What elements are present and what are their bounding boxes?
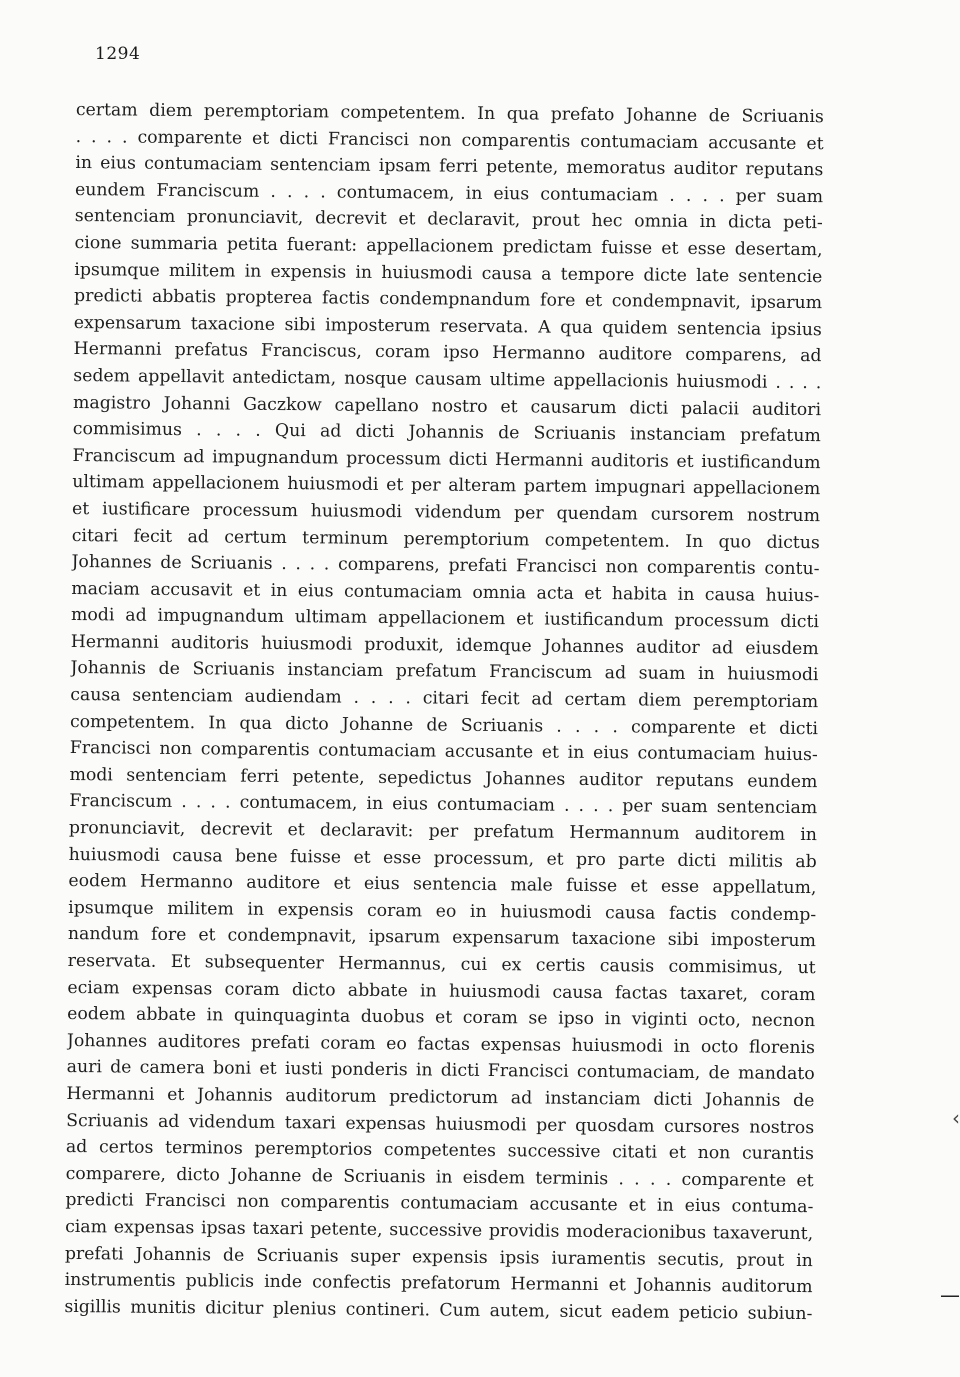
text-line: sedem appellavit antedictam, nosque causam ultime appellacionis huiusmodi . . . . (73, 365, 822, 394)
text-line: Hermanni auditoris huiusmodi produxit, idemque Johannes auditor ad eiusdem (70, 631, 819, 660)
text-line: magistro Johanni Gaczkow capellano nostro et causarum dicti palacii auditori (72, 392, 822, 420)
text-line: pronunciavit, decrevit et declaravit: per prefatum Hermannum auditorem in (68, 817, 818, 846)
text-line: huiusmodi causa bene fuisse et esse processum, et pro parte dicti militis ab (68, 844, 817, 872)
text-line: ipsumque militem in expensis in huiusmodi causa a tempore dicte late sentencie (74, 259, 823, 287)
text-line: in eius contumaciam sentenciam ipsam ferri petente, memoratus auditor reputans (75, 153, 824, 181)
text-line: ipsumque militem in expensis coram eo in huiusmodi causa factis condemp- (68, 897, 817, 925)
text-line: commisimus . . . . Qui ad dicti Johannis de Scriuanis instanciam prefatum (72, 419, 821, 447)
text-line: expensarum taxacione sibi imposterum reservata. A qua quidem sentencia ipsius (73, 312, 822, 340)
text-line: eundem Franciscum . . . . contumacem, in eius contumaciam . . . . per suam (75, 179, 824, 207)
text-line: et iustificare processum huiusmodi videndum per quendam cursorem nostrum (71, 498, 821, 527)
text-line: reservata. Et subsequenter Hermannus, cui ex certis causis commisimus, ut (67, 950, 816, 979)
text-line: comparere, dicto Johanne de Scriuanis in eisdem terminis . . . . comparente et (65, 1163, 814, 1191)
text-line: sentenciam pronunciavit, decrevit et declaravit, prout hec omnia in dicta peti- (74, 206, 823, 234)
text-line: predicti Francisci non comparentis contumaciam accusante et in eius contuma- (65, 1190, 814, 1218)
body-text (64, 97, 824, 1327)
text-line: eciam expensas coram dicto abbate in huiusmodi causa factas taxaret, coram (67, 977, 816, 1005)
text-line: Johannes de Scriuanis . . . . comparens, prefati Francisci non comparentis contu- (71, 552, 820, 580)
text-line: cione summaria petita fuerant: appellacionem predictam fuisse et esse desertam, (74, 232, 823, 261)
text-line: . . . . comparente et dicti Francisci non comparentis contumaciam accusante et (75, 126, 824, 154)
text-line: Johannis de Scriuanis instanciam prefatum Franciscum ad suam in huiusmodi (70, 658, 819, 686)
text-line: Franciscum . . . . contumacem, in eius contumaciam . . . . per suam sentenciam (69, 791, 818, 819)
scan-edge-mark: ‹ (952, 1106, 960, 1130)
text-line: sigillis munitis dicitur plenius contineri. Cum autem, sicut eadem peticio subiun- (64, 1296, 813, 1324)
text-line: instrumentis publicis inde confectis prefatorum Hermanni et Johannis auditorum (64, 1270, 813, 1298)
text-line: modi ad impugnandum ultimam appellacionem et iustificandum processum dicti (70, 605, 820, 633)
text-line: causa sentenciam audiendam . . . . citari fecit ad certam diem peremptoriam (70, 685, 819, 713)
text-line: Franciscum ad impugnandum processum dicti Hermanni auditoris et iustificandum (72, 445, 821, 473)
text-line: competentem. In qua dicto Johanne de Scriuanis . . . . comparente et dicti (69, 711, 819, 739)
text-line: Francisci non comparentis contumaciam accusante et in eius contumaciam huius- (69, 738, 818, 766)
text-line: ultimam appellacionem huiusmodi et per alteram partem impugnari appellacionem (72, 472, 821, 500)
text-line: Johannes auditores prefati coram eo factas expensas huiusmodi in octo florenis (66, 1030, 816, 1058)
text-line: eodem abbate in quinquaginta duobus et coram se ipso in viginti octo, necnon (67, 1004, 816, 1032)
text-line: auri de camera boni et iusti ponderis in dicti Francisci contumaciam, de mandato (66, 1057, 815, 1085)
text-line: ciam expensas ipsas taxari petente, successive providis moderacionibus taxaverunt, (65, 1216, 814, 1245)
page-number: 1294 (95, 44, 141, 64)
text-line: Scriuanis ad videndum taxari expensas huiusmodi per quosdam cursores nostros (66, 1110, 815, 1138)
text-line: prefati Johannis de Scriuanis super expensis ipsis iuramentis secutis, prout in (64, 1243, 813, 1271)
text-line: modi sentenciam ferri petente, sepedictus Johannes auditor reputans eundem (69, 764, 818, 792)
text-line: citari fecit ad certum terminum peremptorium competentem. In quo dictus (71, 525, 820, 553)
text-line: nandum fore et condempnavit, ipsarum expensarum taxacione sibi imposterum (67, 924, 817, 952)
text-line: certam diem peremptoriam competentem. In qua prefato Johanne de Scriuanis (75, 99, 824, 128)
scan-edge-mark: — (940, 1283, 960, 1307)
text-line: eodem Hermanno auditore et eius sentencia male fuisse et esse appellatum, (68, 871, 817, 899)
text-line: Hermanni prefatus Franciscus, coram ipso Hermanno auditore comparens, ad (73, 339, 822, 367)
text-line: predicti abbatis propterea factis condempnandum fore et condempnavit, ipsarum (73, 286, 823, 314)
text-line: maciam accusavit et in eius contumaciam omnia acta et habita in causa huius- (71, 578, 820, 606)
text-line: Hermanni et Johannis auditorum predictorum ad instanciam dicti Johannis de (66, 1083, 815, 1112)
text-line: ad certos terminos peremptorios competentes successive citati et non curantis (65, 1137, 814, 1165)
